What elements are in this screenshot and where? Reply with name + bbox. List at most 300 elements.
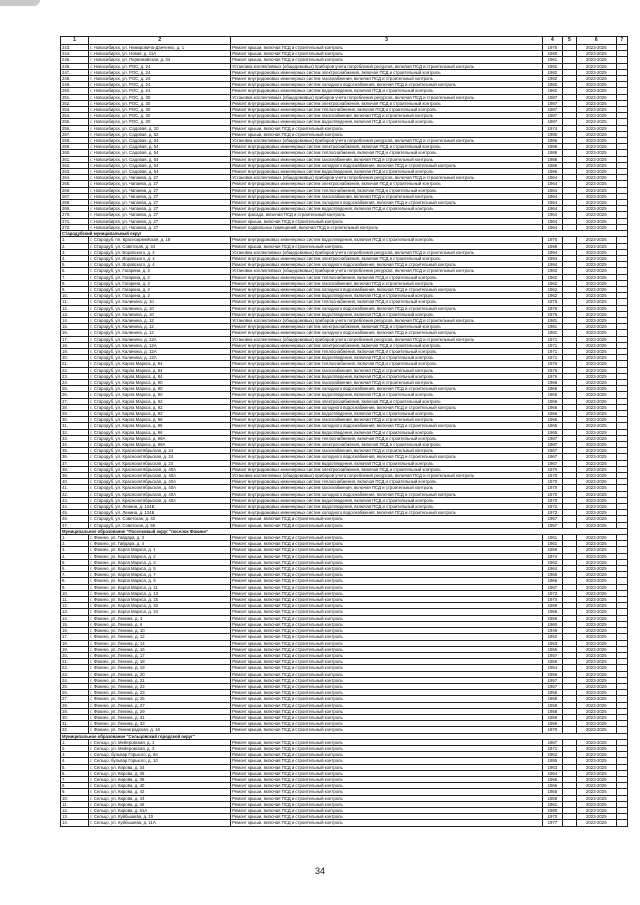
work-type-cell: Ремонт крыши, включая ПСД и строительный контроль [231,683,543,689]
period-cell: 2023-2025 [576,776,616,782]
address-cell: г. Новосибирск, ул. Садовая, д. 54 [89,169,231,175]
period-cell: 2023-2025 [576,485,616,491]
address-cell: г. Фокино, ул. Ленина, д. 14 [89,640,231,646]
period-cell: 2023-2025 [576,119,616,125]
row-number-cell: 3. [61,249,89,255]
address-cell: г. Стародуб, ул. Карла Маркса, д. 98А [89,435,231,441]
period-cell: 2023-2025 [576,379,616,385]
address-cell: г. Новосибирск, ул. Садовая, д. 54 [89,162,231,168]
year-cell: 1955 [542,646,562,652]
address-cell: г. Стародуб, ул. Карла Маркса, д. 96 [89,417,231,423]
period-cell: 2023-2025 [576,510,616,516]
row-number-cell: 262. [61,162,89,168]
year-cell: 1962 [542,286,562,292]
row-number-cell: 35. [61,448,89,454]
address-cell: г. Фокино, ул. Ленина, д. 19 [89,665,231,671]
period-cell: 2023-2025 [576,237,616,243]
work-type-cell: Ремонт внутридомовых инженерных систем газоснабжения, включая ПСД и строительный контроль [231,448,543,454]
row-number-cell: 38. [61,466,89,472]
year-cell: 1974 [542,553,562,559]
page-number: 34 [314,866,325,876]
year-cell: 1982 [542,76,562,82]
year-cell: 1975 [542,311,562,317]
row-number-cell: 21. [61,659,89,665]
period-cell: 2023-2025 [576,603,616,609]
year-cell: 1987 [542,94,562,100]
year-cell: 1976 [542,367,562,373]
row-number-cell: 257. [61,131,89,137]
row-number-cell: 5. [61,559,89,565]
work-type-cell: Ремонт внутридомовых инженерных систем водоотведения, включая ПСД и строительный контроль [231,410,543,416]
address-cell: г. Стародуб, ул. Советская, д. 56 [89,522,231,528]
address-cell: г. Фокино, ул. Карла Маркса, д. 34 [89,609,231,615]
address-cell: г. Сельцо, ул. Мейеровская, д. 1 [89,739,231,745]
period-cell: 2023-2025 [576,367,616,373]
row-number-cell: 25. [61,386,89,392]
row-number-cell: 39. [61,473,89,479]
period-cell: 2023-2025 [576,572,616,578]
period-cell: 2023-2025 [576,193,616,199]
row-number-cell: 16. [61,330,89,336]
address-cell: г. Сельцо, ул. Кирова, д. 61А [89,807,231,813]
year-cell: 1994 [542,249,562,255]
work-type-cell: Ремонт внутридомовых инженерных систем холодного водоснабжения, включая ПСД и строительный контроль [231,82,543,88]
work-type-cell: Ремонт внутридомовых инженерных систем холодного водоснабжения, включая ПСД и строительный контроль [231,330,543,336]
row-number-cell: 4. [61,553,89,559]
row-number-cell: 6. [61,566,89,572]
work-type-cell: Ремонт внутридомовых инженерных систем холодного водоснабжения, включая ПСД и строительный контроль [231,510,543,516]
period-cell: 2023-2025 [576,373,616,379]
address-cell: г. Фокино, ул. Ленина, д. 20 [89,671,231,677]
period-cell: 2023-2025 [576,535,616,541]
row-number-cell: 44. [61,504,89,510]
year-cell: 1949 [542,628,562,634]
address-cell: г. Стародуб, ул. Советская, д. 42 [89,516,231,522]
row-number-cell: 34. [61,442,89,448]
period-cell: 2023-2025 [576,566,616,572]
year-cell: 1956 [542,671,562,677]
period-cell: 2023-2025 [576,590,616,596]
address-cell: г. Стародуб, ул. Калинина, д. 12 [89,324,231,330]
row-number-cell: 18. [61,342,89,348]
year-cell: 1961 [542,801,562,807]
address-cell: г. Сельцо, ул. Кирова, д. 40 [89,783,231,789]
work-type-cell: Ремонт внутридомовых инженерных систем водоотведения, включая ПСД и строительный контроль [231,504,543,510]
period-cell: 2023-2025 [576,131,616,137]
row-number-cell: 244. [61,51,89,57]
row-number-cell: 5. [61,262,89,268]
year-cell: 1994 [542,262,562,268]
work-type-cell: Ремонт крыши, включая ПСД и строительный контроль [231,739,543,745]
work-type-cell: Ремонт внутридомовых инженерных систем водоотведения, включая ПСД и строительный контроль [231,355,543,361]
work-type-cell: Ремонт крыши, включая ПСД и строительный контроль [231,522,543,528]
period-cell: 2023-2025 [576,330,616,336]
row-number-cell: 15. [61,621,89,627]
work-type-cell: Ремонт внутридомовых инженерных систем электроснабжения, включая ПСД и строительный контроль [231,398,543,404]
year-cell: 1970 [542,491,562,497]
row-number-cell: 30. [61,417,89,423]
row-number-cell: 27. [61,398,89,404]
period-cell: 2023-2025 [576,324,616,330]
year-cell: 1987 [542,119,562,125]
address-cell: г. Новосибирск, ул. Чапаева, д. 27 [89,187,231,193]
period-cell: 2023-2025 [576,547,616,553]
work-type-cell: Ремонт крыши, включая ПСД и строительный контроль [231,603,543,609]
period-cell: 2023-2025 [576,243,616,249]
row-number-cell: 7. [61,274,89,280]
year-cell: 1968 [542,392,562,398]
work-type-cell: Ремонт внутридомовых инженерных систем холодного водоснабжения, включая ПСД и строительный контроль [231,305,543,311]
section-title: Стародубский муниципальный округ [61,231,628,237]
work-type-cell: Ремонт внутридомовых инженерных систем электроснабжения, включая ПСД и строительный контроль [231,69,543,75]
year-cell: 1987 [542,113,562,119]
period-cell: 2023-2025 [576,150,616,156]
work-type-cell: Ремонт внутридомовых инженерных систем водоотведения, включая ПСД и строительный контроль [231,460,543,466]
year-cell: 1970 [542,237,562,243]
period-cell: 2023-2025 [576,578,616,584]
year-cell: 1981 [542,317,562,323]
period-cell: 2023-2025 [576,262,616,268]
work-type-cell: Ремонт внутридомовых инженерных систем холодного водоснабжения, включая ПСД и строительный контроль [231,286,543,292]
period-cell: 2023-2025 [576,659,616,665]
period-cell: 2023-2025 [576,107,616,113]
address-cell: г. Стародуб, ул. Советская, д. 44 [89,243,231,249]
address-cell: г. Сельцо, ул. Кирова, д. 38 [89,776,231,782]
period-cell: 2023-2025 [576,820,616,826]
work-type-cell: Ремонт внутридомовых инженерных систем электроснабжения, включая ПСД и строительный контроль [231,466,543,472]
work-type-cell: Ремонт крыши, включая ПСД и строительный контроль [231,572,543,578]
address-cell: г. Фокино, ул. Ленина, д. 25 [89,696,231,702]
address-cell: г. Фокино, ул. Карла Маркса, д. 11 [89,584,231,590]
address-cell: г. Стародуб, ул. Карла Маркса, д. 90 [89,386,231,392]
year-cell: 1970 [542,479,562,485]
year-cell: 1981 [542,324,562,330]
period-cell: 2023-2025 [576,342,616,348]
period-cell: 2023-2025 [576,752,616,758]
year-cell: 1971 [542,336,562,342]
address-cell: г. Стародуб, ул. Воровского, д. 4 [89,255,231,261]
row-number-cell: 43. [61,497,89,503]
address-cell: г. Фокино, ул. Ленина, д. 17 [89,652,231,658]
row-number-cell: 269. [61,206,89,212]
period-cell: 2023-2025 [576,652,616,658]
address-cell: г. Стародуб, ул. Гагарина, д. 2 [89,268,231,274]
address-cell: г. Стародуб, ул. Калинина, д. 10 [89,311,231,317]
year-cell: 1973 [542,590,562,596]
year-cell: 1966 [542,410,562,416]
row-number-cell: 31. [61,721,89,727]
work-type-cell: Ремонт крыши, включая ПСД и строительный контроль [231,820,543,826]
row-number-cell: 23. [61,373,89,379]
year-cell: 1994 [542,255,562,261]
year-cell: 1964 [542,770,562,776]
period-cell: 2023-2025 [576,255,616,261]
address-cell: г. Фокино, ул. Ленина, д. 31 [89,714,231,720]
work-type-cell: Ремонт крыши, включая ПСД и строительный контроль [231,559,543,565]
row-number-cell: 4. [61,255,89,261]
year-cell: 1964 [542,200,562,206]
period-cell: 2023-2025 [576,113,616,119]
period-cell: 2023-2025 [576,491,616,497]
repair-program-table [60,36,628,827]
row-number-cell: 20. [61,355,89,361]
work-type-cell: Ремонт крыши, включая ПСД и строительный контроль [231,721,543,727]
work-type-cell: Установка коллективных (общедомовых) приборов учета потребления ресурсов, включая ПСД и строительный контроль [231,249,543,255]
year-cell: 1977 [542,820,562,826]
period-cell: 2023-2025 [576,522,616,528]
row-number-cell: 268. [61,200,89,206]
period-cell: 2023-2025 [576,473,616,479]
row-number-cell: 254. [61,113,89,119]
col-header-7: 7 [616,37,627,45]
work-type-cell: Ремонт внутридомовых инженерных систем теплоснабжения, включая ПСД и строительный контроль [231,361,543,367]
year-cell: 1967 [542,448,562,454]
address-cell: г. Фокино, ул. Карла Маркса, д. 3 [89,559,231,565]
year-cell: 1976 [542,361,562,367]
row-number-cell: 20. [61,652,89,658]
year-cell: 1957 [542,677,562,683]
row-number-cell: 253. [61,107,89,113]
year-cell: 1980 [542,51,562,57]
address-cell: г. Стародуб, ул. Калинина, д. 12А [89,342,231,348]
row-number-cell: 33. [61,435,89,441]
work-type-cell: Ремонт внутридомовых инженерных систем водоотведения, включая ПСД и строительный контроль [231,237,543,243]
period-cell: 2023-2025 [576,764,616,770]
work-type-cell: Установка коллективных (общедомовых) приборов учета потребления ресурсов, включая ПСД и строительный контроль [231,336,543,342]
year-cell: 1959 [542,714,562,720]
address-cell: г. Стародуб, ул. Краснооктябрьская, д. 40А [89,466,231,472]
col-header-3: 3 [231,37,543,45]
work-type-cell: Ремонт внутридомовых инженерных систем холодного водоснабжения, включая ПСД и строительный контроль [231,386,543,392]
period-cell: 2023-2025 [576,293,616,299]
row-number-cell: 8. [61,578,89,584]
row-number-cell: 31. [61,423,89,429]
row-number-cell: 250. [61,88,89,94]
work-type-cell: Ремонт внутридомовых инженерных систем электроснабжения, включая ПСД и строительный контроль [231,442,543,448]
period-cell: 2023-2025 [576,94,616,100]
address-cell: г. Стародуб, ул. Калинина, д. 12 [89,330,231,336]
work-type-cell: Ремонт внутридомовых инженерных систем холодного водоснабжения, включая ПСД и строительный контроль [231,491,543,497]
row-number-cell: 4. [61,758,89,764]
work-type-cell: Ремонт внутридомовых инженерных систем водоотведения, включая ПСД и строительный контроль [231,293,543,299]
year-cell: 1987 [542,435,562,441]
row-number-cell: 245. [61,57,89,63]
work-type-cell: Ремонт внутридомовых инженерных систем теплоснабжения, включая ПСД и строительный контроль [231,348,543,354]
work-type-cell: Ремонт крыши, включая ПСД и строительный контроль [231,541,543,547]
period-cell: 2023-2025 [576,200,616,206]
row-number-cell: 249. [61,82,89,88]
address-cell: г. Стародуб, ул. Карла Маркса, д. 96 [89,429,231,435]
address-cell: г. Новосибирск, ул. Садовая, д. 10 [89,125,231,131]
address-cell: г. Фокино, ул. Ленина, д. 18 [89,659,231,665]
period-cell: 2023-2025 [576,615,616,621]
address-cell: г. Новосибирск, ул. Чапаева, д. 27 [89,218,231,224]
address-cell: г. Стародуб, ул. Карла Маркса, д. 90 [89,379,231,385]
period-cell: 2023-2025 [576,249,616,255]
work-type-cell: Ремонт подвальных помещений, включая ПСД и строительный контроль [231,224,543,230]
year-cell: 1958 [542,690,562,696]
row-number-cell: 29. [61,708,89,714]
year-cell: 1976 [542,45,562,51]
row-number-cell: 17. [61,634,89,640]
period-cell: 2023-2025 [576,286,616,292]
row-number-cell: 13. [61,311,89,317]
year-cell: 1957 [542,516,562,522]
year-cell: 1955 [542,789,562,795]
address-cell: г. Стародуб, ул. Калинина, д. 12А [89,348,231,354]
col-header-6: 6 [576,37,616,45]
work-type-cell: Ремонт внутридомовых инженерных систем холодного водоснабжения, включая ПСД и строительный контроль [231,404,543,410]
year-cell: 1961 [542,535,562,541]
col-header-4: 4 [542,37,562,45]
year-cell: 1982 [542,88,562,94]
year-cell: 1962 [542,752,562,758]
year-cell: 1964 [542,224,562,230]
period-cell: 2023-2025 [576,305,616,311]
row-number-cell: 32. [61,429,89,435]
year-cell: 1963 [542,764,562,770]
address-cell: г. Фокино, ул. Ленина, д. 29 [89,708,231,714]
year-cell: 1962 [542,293,562,299]
year-cell: 1965 [542,417,562,423]
year-cell: 1969 [542,609,562,615]
year-cell: 1981 [542,330,562,336]
year-cell: 1964 [542,566,562,572]
period-cell: 2023-2025 [576,504,616,510]
row-number-cell: 28. [61,404,89,410]
address-cell: г. Фокино, ул. Карла Маркса, д. 5 [89,566,231,572]
work-type-cell: Ремонт крыши, включая ПСД и строительный контроль [231,659,543,665]
work-type-cell: Ремонт внутридомовых инженерных систем холодного водоснабжения, включая ПСД и строительный контроль [231,454,543,460]
address-cell: г. Сельцо, ул. Кирова, д. 34 [89,764,231,770]
work-type-cell: Ремонт крыши, включая ПСД и строительный контроль [231,665,543,671]
section-title: Муниципальное образование "Сельцовский городской округ" [61,733,628,739]
address-cell: г. Новосибирск, ул. Садовая, д. 52 [89,131,231,137]
address-cell: г. Стародуб, ул. Краснооктябрьская, д. 24 [89,460,231,466]
address-cell: г. Стародуб, ул. Гагарина, д. 2 [89,280,231,286]
year-cell: 1974 [542,597,562,603]
address-cell: г. Стародуб, ул. Карла Маркса, д. 92 [89,410,231,416]
period-cell: 2023-2025 [576,224,616,230]
period-cell: 2023-2025 [576,125,616,131]
work-type-cell: Установка коллективных (общедомовых) приборов учета потребления ресурсов, включая ПСД и строительный контроль [231,317,543,323]
work-type-cell: Ремонт внутридомовых инженерных систем водоотведения, включая ПСД и строительный контроль [231,373,543,379]
row-number-cell: 9. [61,789,89,795]
year-cell: 1953 [542,640,562,646]
year-cell: 1952 [542,634,562,640]
work-type-cell: Ремонт крыши, включая ПСД и строительный контроль [231,634,543,640]
row-number-cell: 21. [61,361,89,367]
period-cell: 2023-2025 [576,348,616,354]
period-cell: 2023-2025 [576,584,616,590]
work-type-cell: Ремонт внутридомовых инженерных систем газоснабжения, включая ПСД и строительный контроль [231,156,543,162]
row-number-cell: 46. [61,516,89,522]
year-cell: 1980 [542,131,562,137]
address-cell: г. Фокино, ул. Карла Маркса, д. 32 [89,603,231,609]
year-cell: 1987 [542,107,562,113]
address-cell: г. Сельцо, бульвар Горького, д. 10 [89,758,231,764]
row-number-cell: 41. [61,485,89,491]
work-type-cell: Ремонт крыши, включая ПСД и строительный контроль [231,776,543,782]
work-type-cell: Ремонт крыши, включая ПСД и строительный контроль [231,758,543,764]
address-cell: г. Стародуб, ул. Карла Маркса, д. 92 [89,398,231,404]
year-cell: 1976 [542,373,562,379]
year-cell: 1971 [542,348,562,354]
row-number-cell: 37. [61,460,89,466]
work-type-cell: Установка коллективных (общедомовых) приборов учета потребления ресурсов, включая ПСД и строительный контроль [231,175,543,181]
year-cell: 1972 [542,504,562,510]
year-cell: 1970 [542,473,562,479]
row-number-cell: 28. [61,702,89,708]
year-cell: 1971 [542,745,562,751]
row-number-cell: 247. [61,69,89,75]
address-cell: г. Сельцо, ул. Кирова, д. 46 [89,801,231,807]
period-cell: 2023-2025 [576,466,616,472]
row-number-cell: 1. [61,535,89,541]
work-type-cell: Ремонт крыши, включая ПСД и строительный контроль [231,783,543,789]
year-cell: 1965 [542,423,562,429]
address-cell: г. Фокино, ул. Ленина, д. 6 [89,621,231,627]
year-cell: 1962 [542,274,562,280]
work-type-cell: Ремонт внутридомовых инженерных систем газоснабжения, включая ПСД и строительный контроль [231,485,543,491]
work-type-cell: Ремонт внутридомовых инженерных систем теплоснабжения, включая ПСД и строительный контроль [231,479,543,485]
address-cell: г. Стародуб, ул. Краснооктябрьская, д. 40А [89,491,231,497]
work-type-cell: Установка коллективных (общедомовых) приборов учета потребления ресурсов, включая ПСД и строительный контроль [231,63,543,69]
row-number-cell: 258. [61,138,89,144]
year-cell: 1986 [542,144,562,150]
address-cell: г. Стародуб, ул. Калинина, д. 12 [89,317,231,323]
period-cell: 2023-2025 [576,708,616,714]
empty-cell [616,820,627,826]
address-cell: г. Фокино, ул. Ленина, д. 33 [89,721,231,727]
work-type-cell: Ремонт крыши, включая ПСД и строительный контроль [231,727,543,733]
address-cell: г. Стародуб, ул. Краснооктябрьская, д. 40А [89,473,231,479]
period-cell: 2023-2025 [576,45,616,51]
address-cell: г. Фокино, ул. Гайдара, д. 3 [89,535,231,541]
work-type-cell: Ремонт крыши, включая ПСД и строительный контроль [231,770,543,776]
row-number-cell: 45. [61,510,89,516]
period-cell: 2023-2025 [576,144,616,150]
period-cell: 2023-2025 [576,355,616,361]
work-type-cell: Ремонт крыши, включая ПСД и строительный контроль [231,789,543,795]
address-cell: г. Стародуб, ул. Воровского, д. 4 [89,262,231,268]
table-row [61,820,628,826]
year-cell: 1966 [542,404,562,410]
period-cell: 2023-2025 [576,392,616,398]
address-cell: г. Фокино, ул. Карла Маркса, д. 15 [89,597,231,603]
work-type-cell: Ремонт крыши, включая ПСД и строительный контроль [231,125,543,131]
period-cell: 2023-2025 [576,516,616,522]
work-type-cell: Ремонт внутридомовых инженерных систем водоотведения, включая ПСД и строительный контроль [231,169,543,175]
col-header-2: 2 [89,37,231,45]
row-number-cell: 2. [61,243,89,249]
year-cell: 1964 [542,218,562,224]
work-type-cell: Ремонт внутридомовых инженерных систем электроснабжения, включая ПСД и строительный контроль [231,100,543,106]
address-cell: г. Стародуб, ул. Краснооктябрьская, д. 40А [89,485,231,491]
period-cell: 2023-2025 [576,597,616,603]
work-type-cell: Ремонт внутридомовых инженерных систем теплоснабжения, включая ПСД и строительный контроль [231,299,543,305]
address-cell: г. Стародуб, ул. Ленина, д. 124Б [89,504,231,510]
row-number-cell: 266. [61,187,89,193]
year-cell: 1970 [542,814,562,820]
address-cell: г. Стародуб, ул. Гагарина, д. 2 [89,293,231,299]
year-cell: 1980 [542,807,562,813]
period-cell: 2023-2025 [576,559,616,565]
row-number-cell: 3. [61,547,89,553]
section-title: Муниципальное образование "Поселковый округ "поселок Фокино" [61,528,628,534]
row-number-cell: 2. [61,541,89,547]
address-cell: г. Стародуб, ул. Калинина, д. 10 [89,299,231,305]
